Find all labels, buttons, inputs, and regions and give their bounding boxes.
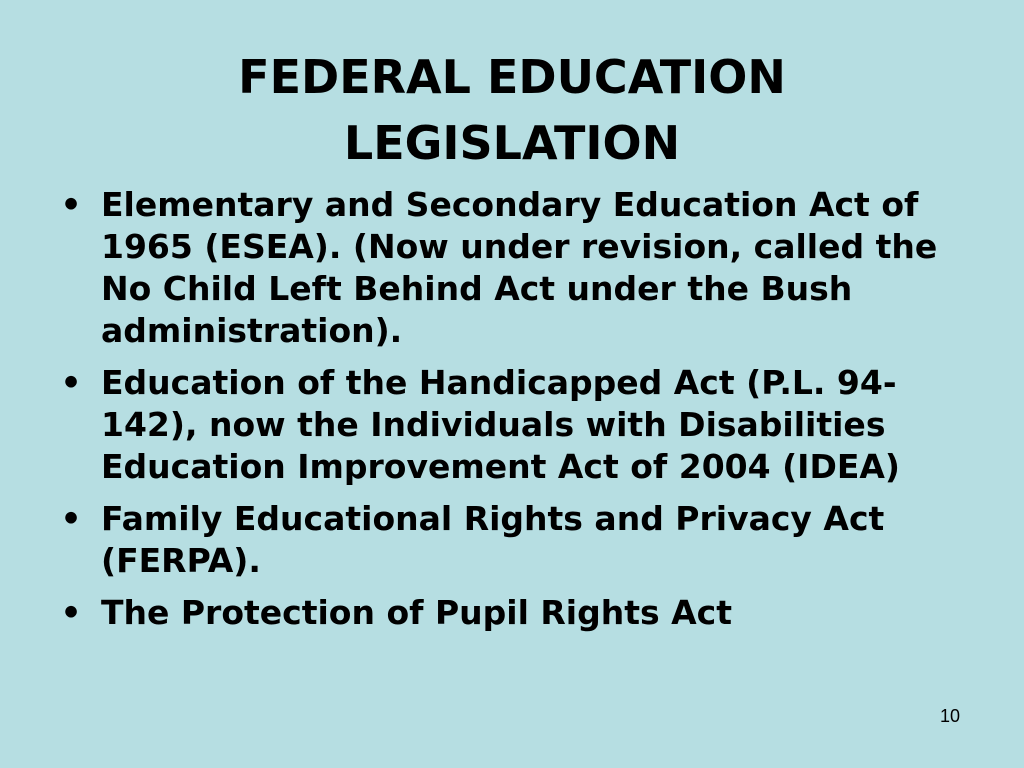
bullet-icon: • xyxy=(60,593,82,632)
slide-title xyxy=(100,44,924,176)
bullet-item-esea xyxy=(56,184,966,352)
bullet-icon: • xyxy=(60,363,82,402)
bullet-item-ferpa xyxy=(56,498,966,582)
bullet-item-ppra xyxy=(56,592,966,634)
slide-title-line-1: FEDERAL EDUCATION xyxy=(238,50,786,104)
bullet-item-idea xyxy=(56,362,966,488)
slide-number: 10 xyxy=(939,706,960,726)
bullet-icon: • xyxy=(60,499,82,538)
bullet-list xyxy=(56,184,966,644)
bullet-text: Education of the Handicapped Act (P.L. 94-142), now the Individuals with Disabilities Education Improvement Act of 2004 (IDEA) xyxy=(101,363,901,486)
bullet-text: Elementary and Secondary Education Act of 1965 (ESEA). (Now under revision, called the No Child Left Behind Act under the Bush administration). xyxy=(101,185,938,350)
bullet-icon: • xyxy=(60,185,82,224)
slide-title-line-2: LEGISLATION xyxy=(343,116,681,170)
bullet-text: The Protection of Pupil Rights Act xyxy=(101,593,733,632)
bullet-text: Family Educational Rights and Privacy Act (FERPA). xyxy=(101,499,885,580)
